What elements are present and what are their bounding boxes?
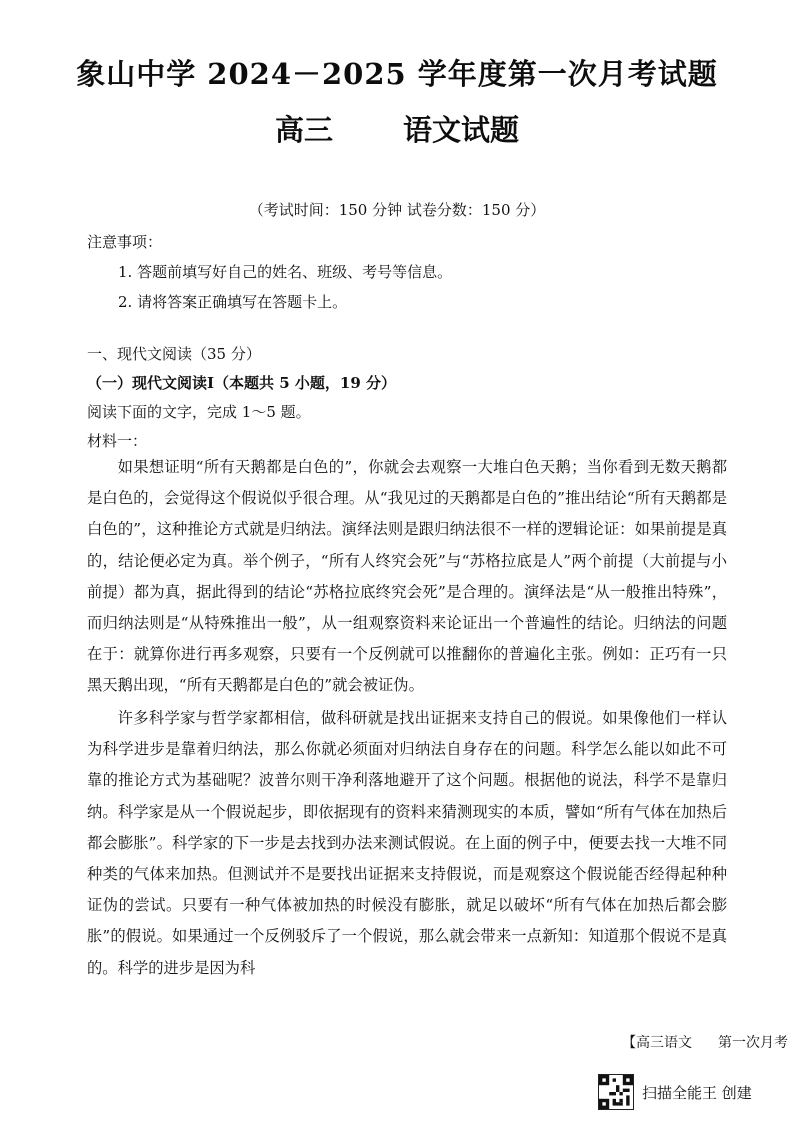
- notice-item-1: 1. 答题前填写好自己的姓名、班级、考号等信息。: [118, 263, 453, 281]
- page-footer: [622, 1032, 794, 1052]
- notice-heading: 注意事项：: [87, 233, 163, 251]
- section-heading: 一、现代文阅读（35 分）: [87, 345, 261, 363]
- exam-info: （考试时间：150 分钟 试卷分数：150 分）: [248, 201, 546, 219]
- section-sub-heading: （一）现代文阅读Ⅰ（本题共 5 小题，19 分）: [87, 374, 396, 392]
- paragraph-1: 如果想证明“所有天鹅都是白色的”，你就会去观察一大堆白色天鹅；当你看到无数天鹅都是白色的，会觉得这个假说似乎很合理。从“我见过的天鹅都是白色的”推出结论“所有天鹅都是白色的”，这种推论方式就是归纳法。演绎法则是跟归纳法很不一样的逻辑论证：如果前提是真的，结论便必定为真。举个例子，“所有人终究会死”与“苏格拉底是人”两个前提（大前提与小前提）都为真，据此得到的结论“苏格拉底终究会死”是合理的。演绎法是“从一般推出特殊”，而归纳法则是“从特殊推出一般”，从一组观察资料来论证出一个普遍性的结论。归纳法的问题在于：就算你进行再多观察，只要有一个反例就可以推翻你的普遍化主张。例如：正巧有一只黑天鹅出现，“所有天鹅都是白色的”就会被证伪。: [87, 458, 727, 695]
- reading-instruction: 阅读下面的文字，完成 1～5 题。: [87, 403, 311, 421]
- footer-exam: 第一次月考: [718, 1035, 788, 1051]
- exam-subtitle: [0, 108, 794, 149]
- paragraph-2: 许多科学家与哲学家都相信，做科研就是找出证据来支持自己的假说。如果像他们一样认为科学进步是靠着归纳法，那么你就必须面对归纳法自身存在的问题。科学怎么能以如此不可靠的推论方式为基础呢？波普尔则干净利落地避开了这个问题。根据他的说法，科学不是靠归纳。科学家是从一个假说起步，即依据现有的资料来猜测现实的本质，譬如“所有气体在加热后都会膨胀”。科学家的下一步是去找到办法来测试假说。在上面的例子中，便要去找一大堆不同种类的气体来加热。但测试并不是要找出证据来支持假说，而是观察这个假说能否经得起种种证伪的尝试。只要有一种气体被加热的时候没有膨胀，就足以破坏“所有气体在加热后都会膨胀”的假说。如果通过一个反例驳斥了一个假说，那么就会带来一点新知：知道那个假说不是真的。科学的进步是因为科: [87, 709, 727, 977]
- exam-title: 象山中学 2024－2025 学年度第一次月考试题: [76, 57, 718, 91]
- footer-course: 【高三语文: [622, 1035, 692, 1051]
- qr-code-icon: [598, 1074, 634, 1110]
- material-label: 材料一：: [87, 432, 148, 450]
- scanner-watermark: 扫描全能王 创建: [642, 1084, 752, 1102]
- subject-label: 语文试题: [403, 113, 520, 147]
- grade-label: 高三: [274, 113, 333, 147]
- notice-item-2: 2. 请将答案正确填写在答题卡上。: [118, 293, 348, 311]
